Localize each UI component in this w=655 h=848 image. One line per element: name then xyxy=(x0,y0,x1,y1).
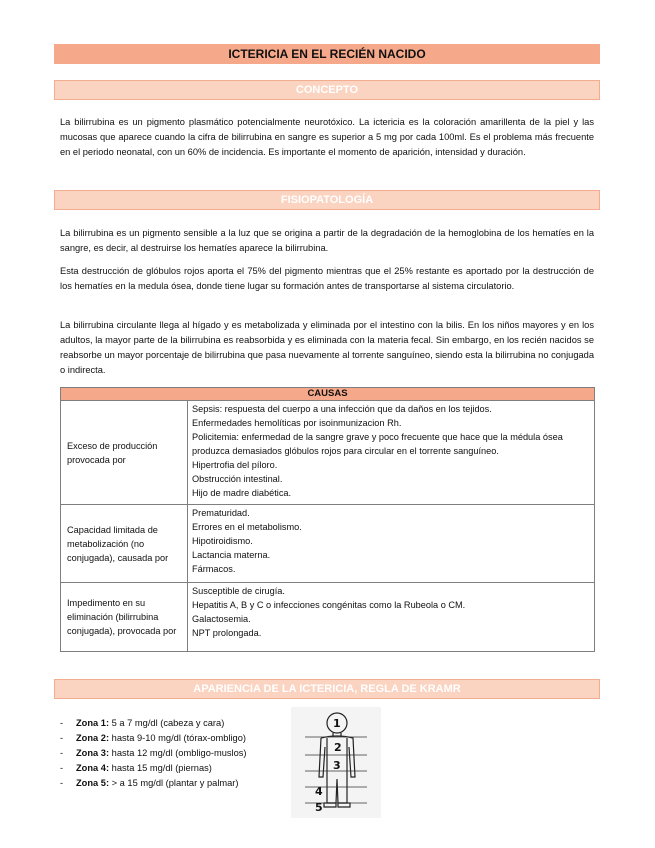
kramer-zones-figure xyxy=(291,707,381,818)
causa-item: Galactosemia. xyxy=(192,614,251,624)
section-heading-apariencia: APARIENCIA DE LA ICTERICIA, REGLA DE KRAMR xyxy=(54,679,600,699)
zone-number-5: 5 xyxy=(315,801,323,814)
zona-text: > a 15 mg/dl (plantar y palmar) xyxy=(109,778,239,788)
causa-item: Hipertrofia del píloro. xyxy=(192,460,278,470)
zona-label: Zona 2: xyxy=(76,733,110,743)
fisiopatologia-paragraph-2: Esta destrucción de glóbulos rojos aporta el 75% del pigmento mientras que el 25% restante es aportado por la destrucción de los hematíes en la medula ósea, donde tiene lugar su formación antes de transportarse al sistema circulatorio. xyxy=(60,266,594,291)
list-item: - Zona 3: hasta 12 mg/dl (ombligo-muslos) xyxy=(60,748,247,758)
causa-item: Policitemia: enfermedad de la sangre grave y poco frecuente que hace que la médula ósea produzca demasiados glóbulos rojos para circular en el torrente sanguíneo. xyxy=(192,432,563,456)
causa-item: Susceptible de cirugía. xyxy=(192,586,285,596)
causas-row-exceso xyxy=(61,401,595,505)
causa-items xyxy=(188,401,595,505)
zona-text: hasta 9-10 mg/dl (tórax-ombligo) xyxy=(109,733,246,743)
causa-item: Prematuridad. xyxy=(192,508,250,518)
causas-header: CAUSAS xyxy=(61,388,595,401)
causa-item: Errores en el metabolismo. xyxy=(192,522,302,532)
causa-label: Impedimento en su eliminación (bilirrubina conjugada), provocada por xyxy=(61,583,188,652)
zona-label: Zona 5: xyxy=(76,778,110,788)
causas-header-row xyxy=(61,388,595,401)
zona-text: hasta 12 mg/dl (ombligo-muslos) xyxy=(109,748,247,758)
causa-item: Lactancia materna. xyxy=(192,550,271,560)
fisiopatologia-paragraph-1: La bilirrubina es un pigmento sensible a la luz que se origina a partir de la degradación de la hemoglobina de los hematíes en la sangre, es decir, al destruirse los hematíes aparece la bilirrubina. xyxy=(60,228,594,253)
figure-feet xyxy=(324,803,350,807)
kramer-body-drawing xyxy=(291,707,381,818)
list-item: - Zona 5: > a 15 mg/dl (plantar y palmar) xyxy=(60,778,239,788)
zone-number-2: 2 xyxy=(334,741,342,754)
causa-item: Fármacos. xyxy=(192,564,236,574)
causa-item: Hijo de madre diabética. xyxy=(192,488,292,498)
causas-table xyxy=(60,387,595,652)
causa-item: Hipotiroidismo. xyxy=(192,536,253,546)
list-item: - Zona 4: hasta 15 mg/dl (piernas) xyxy=(60,763,212,773)
section-heading-concepto: CONCEPTO xyxy=(54,80,600,100)
section-heading-fisiopatologia: FISIOPATOLOGÍA xyxy=(54,190,600,210)
causas-row-impedimento xyxy=(61,583,595,652)
causa-item: Enfermedades hemolíticas por isoinmunizacion Rh. xyxy=(192,418,402,428)
causa-items xyxy=(188,505,595,583)
zone-number-4: 4 xyxy=(315,785,323,798)
zone-number-3: 3 xyxy=(333,759,341,772)
zone-number-1: 1 xyxy=(333,717,341,730)
list-item: - Zona 2: hasta 9-10 mg/dl (tórax-ombligo) xyxy=(60,733,246,743)
causa-label: Capacidad limitada de metabolización (no conjugada), causada por xyxy=(61,505,188,583)
page-title: ICTERICIA EN EL RECIÉN NACIDO xyxy=(54,44,600,64)
causa-label: Exceso de producción provocada por xyxy=(61,401,188,505)
zona-label: Zona 1: xyxy=(76,718,110,728)
fisiopatologia-paragraph-3: La bilirrubina circulante llega al hígado y es metabolizada y eliminada por el intestino con la bilis. En los niños mayores y en los adultos, la mayor parte de la bilirrubina es reabsorbida y es eliminada con la materia fecal. Sin embargo, en los recién nacidos se reabsorbe un mayor porcentaje de bilirrubina que pasa nuevamente al torrente sanguíneo, siendo esta la bilirrubina no conjugada o indirecta. xyxy=(60,320,594,375)
zona-label: Zona 4: xyxy=(76,763,110,773)
causa-item: Obstrucción intestinal. xyxy=(192,474,283,484)
causas-row-capacidad xyxy=(61,505,595,583)
causa-items xyxy=(188,583,595,652)
zona-text: hasta 15 mg/dl (piernas) xyxy=(109,763,212,773)
list-item: - Zona 1: 5 a 7 mg/dl (cabeza y cara) xyxy=(60,718,225,728)
zona-label: Zona 3: xyxy=(76,748,110,758)
zonas-list xyxy=(60,716,247,791)
concepto-paragraph: La bilirrubina es un pigmento plasmático potencialmente neurotóxico. La ictericia es la coloración amarillenta de la piel y las mucosas que aparece cuando la cifra de bilirrubina en sangre es superior a 5 mg por cada 100ml. Es el problema más frecuente en el periodo neonatal, con un 60% de incidencia. Es importante el momento de aparición, intensidad y duración. xyxy=(60,117,594,157)
zona-text: 5 a 7 mg/dl (cabeza y cara) xyxy=(109,718,225,728)
causa-item: Hepatitis A, B y C o infecciones congénitas como la Rubeola o CM. xyxy=(192,600,466,610)
causa-item: NPT prolongada. xyxy=(192,628,262,638)
causa-item: Sepsis: respuesta del cuerpo a una infección que da daños en los tejidos. xyxy=(192,404,492,414)
